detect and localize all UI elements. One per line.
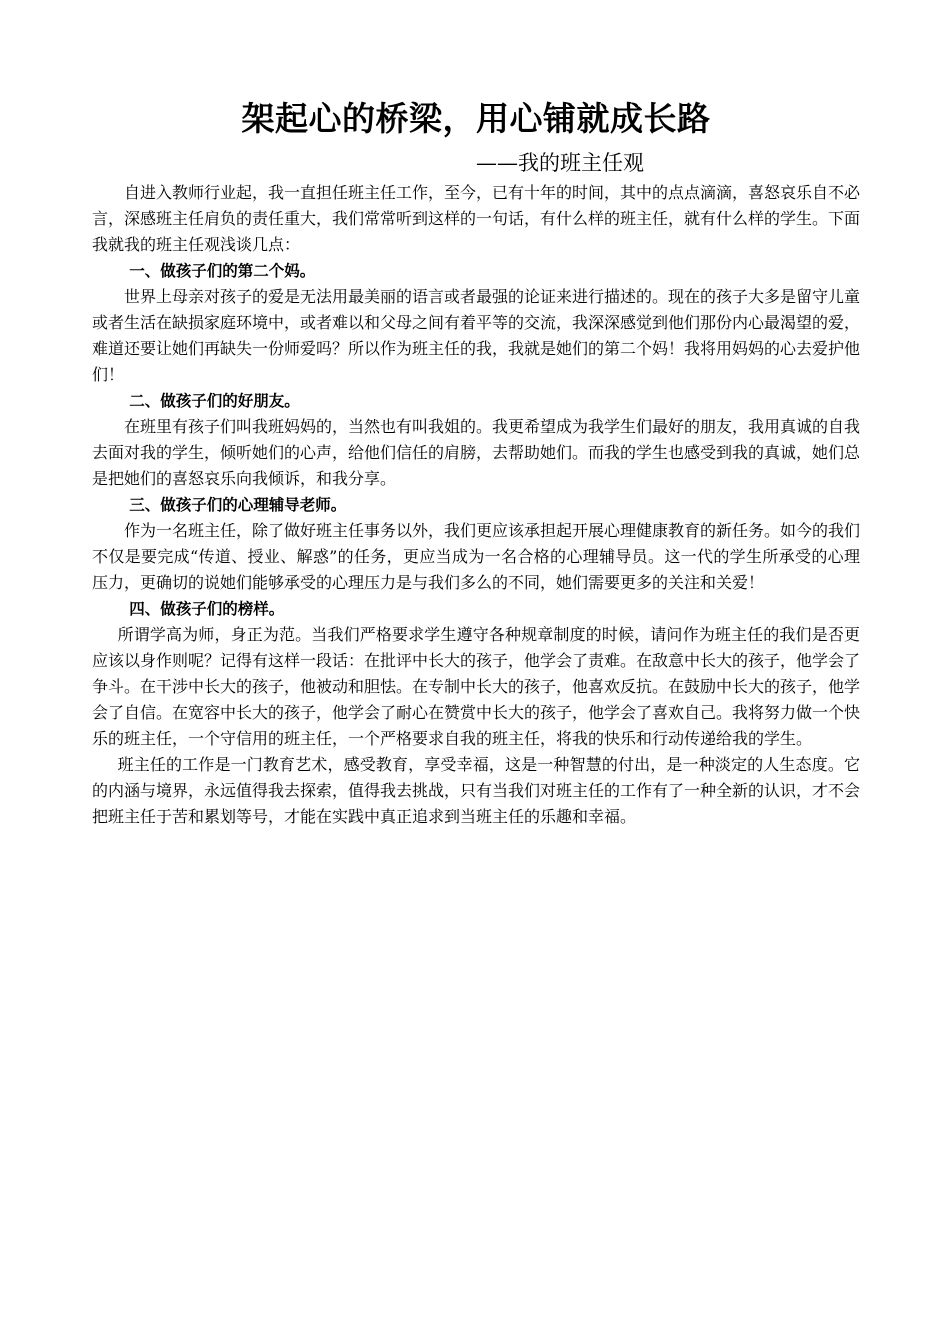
intro-paragraph: 自进入教师行业起，我一直担任班主任工作，至今，已有十年的时间，其中的点点滴滴，喜怒哀乐自不必言，深感班主任肩负的责任重大，我们常常听到这样的一句话，有什么样的班主任，就有什么样的学生。下面我就我的班主任观浅谈几点： bbox=[92, 183, 861, 254]
conclusion-paragraph: 班主任的工作是一门教育艺术，感受教育，享受幸福，这是一种智慧的付出，是一种淡定的人生态度。它的内涵与境界，永远值得我去探索，值得我去挑战，只有当我们对班主任的工作有了一种全新的认识，才不会把班主任于苦和累划等号，才能在实践中真正追求到当班主任的乐趣和幸福。 bbox=[92, 755, 861, 826]
section-paragraph-4: 所谓学高为师，身正为范。当我们严格要求学生遵守各种规章制度的时候，请问作为班主任的我们是否更应该以身作则呢？记得有这样一段话：在批评中长大的孩子，他学会了责难。在敌意中长大的孩子，他学会了争斗。在干涉中长大的孩子，他被动和胆怯。在专制中长大的孩子，他喜欢反抗。在鼓励中长大的孩子，他学会了自信。在宽容中长大的孩子，他学会了耐心在赞赏中长大的孩子，他学会了喜欢自己。我将努力做一个快乐的班主任，一个守信用的班主任，一个严格要求自我的班主任，将我的快乐和行动传递给我的学生。 bbox=[92, 625, 861, 748]
document-page bbox=[92, 96, 860, 830]
section-paragraph-1: 世界上母亲对孩子的爱是无法用最美丽的语言或者最强的论证来进行描述的。现在的孩子大多是留守儿童或者生活在缺损家庭环境中，或者难以和父母之间有着平等的交流，我深深感觉到他们那份内心最渴望的爱，难道还要让她们再缺失一份师爱吗？所以作为班主任的我，我就是她们的第二个妈！我将用妈妈的心去爱护他们！ bbox=[92, 287, 861, 384]
section-heading-4: 四、做孩子们的榜样。 bbox=[129, 600, 285, 618]
document-body bbox=[92, 180, 860, 830]
document-subtitle: ——我的班主任观 bbox=[476, 151, 644, 175]
section-heading-1: 一、做孩子们的第二个妈。 bbox=[129, 262, 316, 280]
section-paragraph-3: 作为一名班主任，除了做好班主任事务以外，我们更应该承担起开展心理健康教育的新任务。如今的我们不仅是要完成“传道、授业、解惑”的任务，更应当成为一名合格的心理辅导员。这一代的学生所承受的心理压力，更确切的说她们能够承受的心理压力是与我们多么的不同，她们需要更多的关注和关爱！ bbox=[92, 521, 861, 592]
section-heading-3: 三、做孩子们的心理辅导老师。 bbox=[129, 496, 347, 514]
section-heading-2: 二、做孩子们的好朋友。 bbox=[129, 392, 300, 410]
document-title: 架起心的桥梁，用心铺就成长路 bbox=[241, 99, 711, 138]
section-paragraph-2: 在班里有孩子们叫我班妈妈的，当然也有叫我姐的。我更希望成为我学生们最好的朋友，我用真诚的自我去面对我的学生，倾听她们的心声，给他们信任的肩膀，去帮助她们。而我的学生也感受到我的真诚，她们总是把她们的喜怒哀乐向我倾诉，和我分享。 bbox=[92, 417, 861, 488]
